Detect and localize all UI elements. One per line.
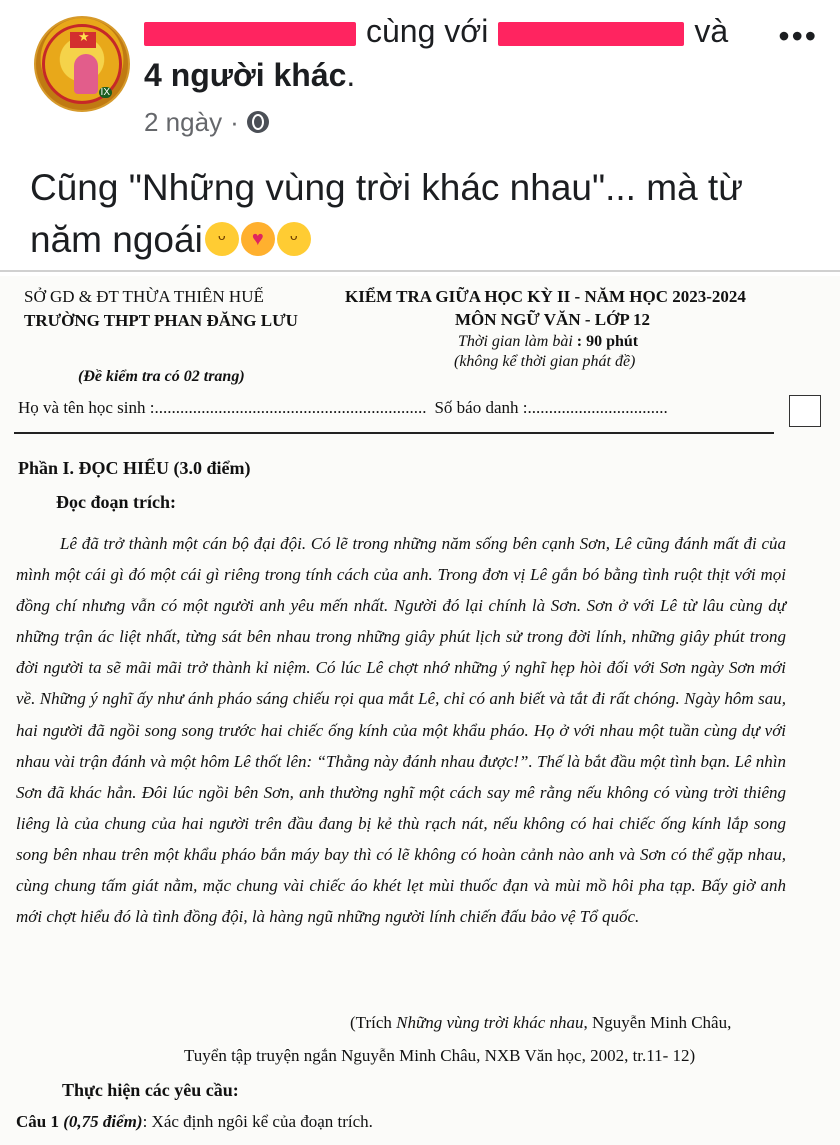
redacted-author-name[interactable] [144,22,356,46]
caption-line-1: Cũng "Những vùng trời khác nhau"... mà từ [30,167,743,208]
doc-separator-line [14,432,774,434]
tagged-others-link[interactable]: 4 người khác [144,57,347,93]
student-id-dots: ................................. [527,398,668,417]
post-divider [0,270,840,272]
with-connector: cùng với [366,13,489,49]
author-avatar[interactable] [34,16,130,112]
doc-checkbox [789,395,821,427]
doc-student-fields [18,398,668,418]
period: . [346,57,356,93]
redacted-tagged-name[interactable] [498,22,684,46]
q1-points: (0,75 điểm) [63,1112,143,1131]
tagged-others-line [144,54,355,96]
doc-subject: MÔN NGỮ VĂN - LỚP 12 [455,310,651,329]
doc-passage [16,528,786,932]
flag-icon [70,32,96,48]
source-author: , Nguyễn Minh Châu, [583,1013,732,1032]
post-header [0,0,840,150]
doc-section-title: Phần I. ĐỌC HIỂU (3.0 điểm) [18,458,251,478]
doc-time-label: Thời gian làm bài [458,333,573,350]
avatar-badge: IX [100,87,110,98]
doc-read-label: Đọc đoạn trích: [56,492,176,512]
smiling-face-with-hearts-emoji: ♥ [241,222,275,256]
student-id-label: Số báo danh : [434,398,528,417]
post-caption [30,162,810,266]
doc-question-1 [16,1112,373,1132]
doc-source-line-2: Tuyển tập truyện ngắn Nguyễn Minh Châu, NXB Văn học, 2002, tr.11- 12) [184,1046,696,1065]
post-timestamp[interactable]: 2 ngày [144,107,223,137]
doc-tasks-label: Thực hiện các yêu cầu: [62,1080,239,1100]
doc-source-line-1 [350,1013,731,1033]
source-title: Những vùng trời khác nhau [396,1013,584,1032]
post-author-line [144,10,728,52]
globe-icon[interactable] [247,111,269,133]
source-prefix: (Trích [350,1013,397,1032]
grinning-face-emoji: ᵕ [205,222,239,256]
doc-department: SỞ GD & ĐT THỪA THIÊN HUẾ [24,287,264,306]
doc-time-note: (không kể thời gian phát đề) [454,353,636,370]
grinning-face-emoji: ᵕ [277,222,311,256]
q1-label: Câu 1 [16,1112,59,1131]
post-photo-exam-document[interactable] [0,276,840,1145]
doc-time-value: : 90 phút [576,333,639,350]
post-meta [144,104,269,140]
meta-separator: · [230,107,239,137]
and-word: và [694,13,729,49]
doc-school: TRƯỜNG THPT PHAN ĐĂNG LƯU [24,311,298,330]
q1-text: : Xác định ngôi kể của đoạn trích. [142,1112,373,1131]
passage-text: Lê đã trở thành một cán bộ đại đội. Có lẽ trong những năm sống bên cạnh Sơn, Lê cũng đánh mất đi của mình một cái gì đó một cái gì riêng trong tính cách của anh. Trong đơn vị Lê gắn bó bằng tình ruột thịt với mọi đồng chí nhưng vẫn có một người anh yêu mến nhất. Người đó lại chính là Sơn. Sơn ở với Lê từ lâu cùng dự những trận ác liệt nhất, từng sát bên nhau trong những giây phút lịch sử trong đời lính, những giây phút trong đời người ta sẽ mãi mãi trở thành kỉ niệm. Có lúc Lê chợt nhớ những ý nghĩ hẹp hòi đối với Sơn ngày Sơn mới về. Những ý nghĩ ấy như ánh pháo sáng chiếu rọi qua mắt Lê, chỉ có anh biết và tắt đi rất chóng. Ngày hôm sau, hai người đã ngồi song song trước hai chiếc ống kính của một khẩu pháo. Họ ở với nhau một tuần cùng dự với nhau vài trận đánh và một hôm Lê thốt lên: “Thằng này đánh nhau được!”. Thế là bắt đầu một tình bạn. Lê nhìn Sơn đã khác hẳn. Đôi lúc ngồi bên Sơn, anh thường nghĩ một cách say mê rằng nếu không có vùng trời thiêng liêng là của chung của hai người trên đầu đang bị kẻ thù rạch nát, nếu không có hai chiếc ống kính lắp song song bên nhau trên một khẩu pháo bắn máy bay thì có lẽ không có hoàn cảnh nào anh và Sơn có thể gặp nhau, cùng chung tấm giát nằm, mặc chung vài chiếc áo khét lẹt mùi thuốc đạn và mùi mồ hôi pha tạp. Bấy giờ anh mới chợt hiểu đó là tình đồng đội, là hàng ngũ những người lính chiến đấu bảo vệ Tổ quốc. [16,534,786,927]
doc-pages-note: (Đề kiểm tra có 02 trang) [78,368,245,385]
doc-exam-title: KIỂM TRA GIỮA HỌC KỲ II - NĂM HỌC 2023-2024 [345,287,746,306]
student-name-dots: ................................................................ [154,398,427,417]
doc-time-line [458,331,638,353]
more-dots-icon[interactable]: ••• [778,18,818,54]
caption-line-2: năm ngoái [30,219,203,260]
person-figure [74,54,98,94]
student-name-label: Họ và tên học sinh : [18,398,155,417]
